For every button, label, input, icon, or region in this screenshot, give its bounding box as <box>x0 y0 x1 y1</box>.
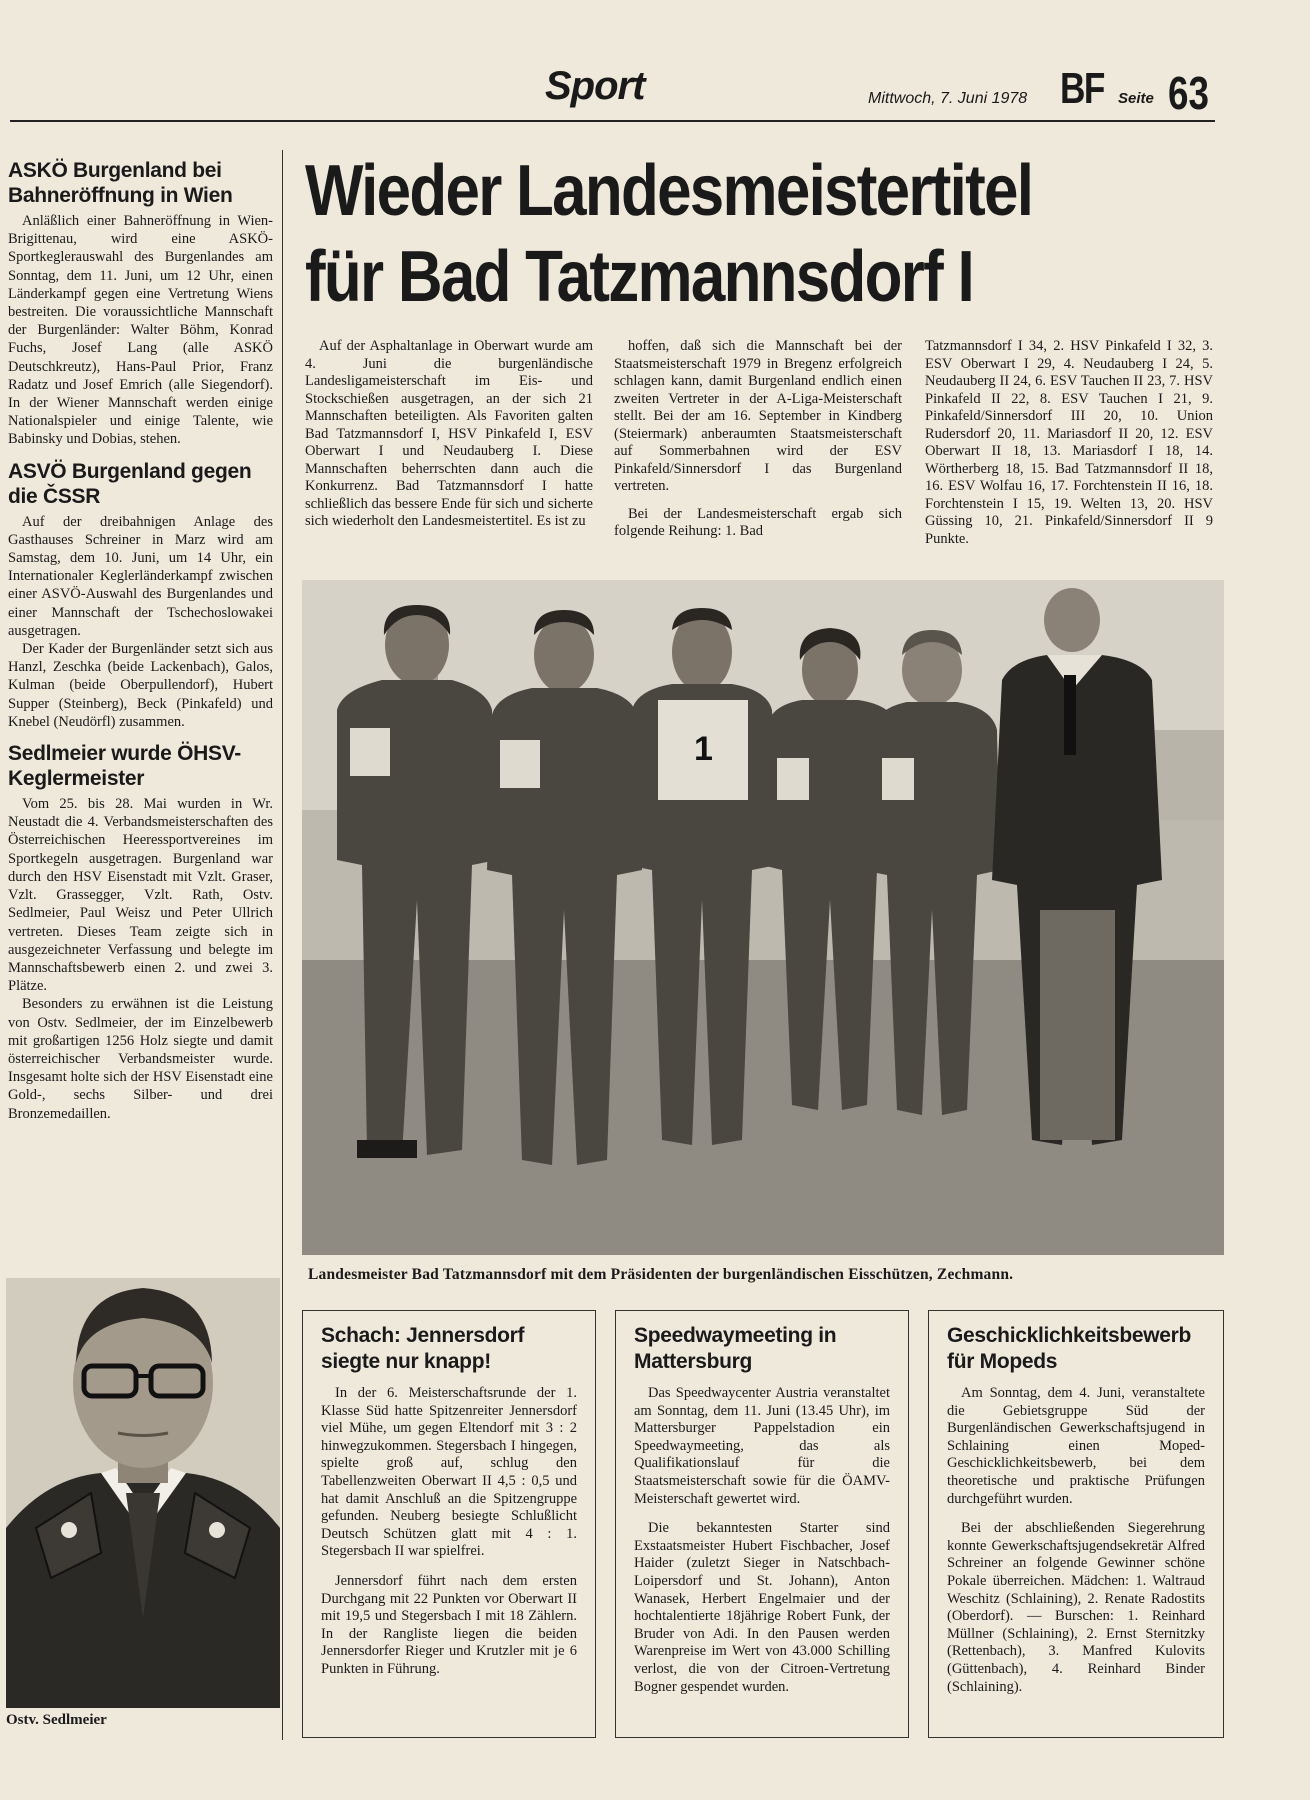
main-article-text-2b: Bei der Landesmeisterschaft ergab sich folgende Reihung: 1. Bad <box>614 505 902 539</box>
box-moped-text-2: Bei der abschließenden Siegerehrung konnte Gewerkschaftsjugendsekretär Alfred Schreiner an folgende Gewinner schöne Pokale überreichen. Mädchen: 1. Waltraud Weschitz (Schlaining), 2. Renate Radostits (Oberdorf). — Burschen: 1. Reinhard Müllner (Schlaining), 2. Ernst Sternitzky (Rettenbach), 3. Manfred Kulovits (Güttenbach), 4. Reinhard Binder (Schlaining). <box>947 1520 1205 1695</box>
article-text-sedlmeier-2: Besonders zu erwähnen ist die Leistung von Ostv. Sedlmeier, der im Einzelbewerb mit großartigen 1256 Holz siegte und damit österreichischer Verbandsmeister wurde. Insgesamt holte sich der HSV Eisenstadt eine Gold-, sechs Silber- und drei Bronzemedaillen. <box>8 996 273 1122</box>
box-moped-text-1: Am Sonntag, dem 4. Juni, veranstaltete die Gebietsgruppe Süd der Burgenländischen Gewerkschaftsjugend in Schlaining einen Moped-Geschicklichkeitsbewerb, bei dem theoretische und praktische Prüfungen durchgeführt wurden. <box>947 1385 1205 1507</box>
main-article-column-3 <box>925 338 1213 558</box>
main-headline <box>305 148 1079 320</box>
box-moped-title: Geschicklichkeitsbewerb für Mopeds <box>947 1324 1192 1373</box>
article-title-askoe: ASKÖ Burgenland bei Bahneröffnung in Wien <box>8 159 233 207</box>
main-article-text-1: Auf der Asphaltanlage in Oberwart wurde am 4. Juni die burgenländische Landesligameisterschaft im Eis- und Stockschießen ausgetragen, an der sich 21 Mannschaften beteiligten. Als Favoriten galten Bad Tatzmannsdorf I, HSV Pinkafeld I, ESV Oberwart I und Neudauberg I. Diese Mannschaften beherrschten dann auch die Konkurrenz. Bad Tatzmannsdorf I hatte schließlich das bessere Ende für sich und sicherte sich wiederholt den Landesmeistertitel. Es ist zu <box>305 338 593 529</box>
box-speedway-text-1: Das Speedwaycenter Austria veranstaltet am Sonntag, dem 11. Juni (13.45 Uhr), im Mattersburger Pappelstadion ein Speedwaymeeting, das als Qualifikationslauf für die Staatsmeisterschaft sowie für die ÖAMV-Meisterschaft gewertet wird. <box>634 1385 890 1507</box>
main-article-text-2a: hoffen, daß sich die Mannschaft bei der Staatsmeisterschaft 1979 in Bregenz erfolgreich schlagen kann, damit Burgenland endlich einen zweiten Vertreter in der A-Liga-Meisterschaft stellt. Bei der am 16. September in Kindberg (Steiermark) anberaumten Staatsmeisterschaft auf Sommerbahnen wird der ESV Pinkafeld/Sinnersdorf I das Burgenland vertreten. <box>614 338 902 494</box>
page-number: 63 <box>1168 67 1209 119</box>
box-chess <box>302 1310 596 1738</box>
header-rule <box>10 120 1215 122</box>
box-chess-title: Schach: Jennersdorf siegte nur knapp! <box>321 1324 525 1373</box>
article-text-asvoe-1: Auf der dreibahnigen Anlage des Gasthauses Schreiner in Marz wird am Samstag, dem 10. Juni, um 14 Uhr, ein Internationaler Keglerländerkampf zwischen einer ASVÖ-Auswahl des Burgenlandes und einer Mannschaft der Tschechoslowakei ausgetragen. <box>8 513 273 639</box>
section-title: Sport <box>545 64 645 108</box>
article-text-asvoe-2: Der Kader der Burgenländer setzt sich aus Hanzl, Zeschka (beide Lackenbach), Galos, Kulman (beide Oberpullendorf), Hubert Supper (Steinberg), Beck (Pinkafeld) und Knebel (Neudörfl) zusammen. <box>8 641 273 730</box>
box-moped <box>928 1310 1224 1738</box>
portrait-caption: Ostv. Sedlmeier <box>6 1712 107 1728</box>
svg-text:1: 1 <box>694 730 713 768</box>
article-text-askoe: Anläßlich einer Bahneröffnung in Wien-Brigittenau, wird eine ASKÖ-Sportkeglerauswahl des Burgenlandes am Sonntag, dem 11. Juni, um 12 Uhr, einen Länderkampf gegen eine Vertretung Wiens bestreiten. Die voraussichtliche Mannschaft der Burgenländer: Walter Böhm, Konrad Fuchs, Josef Lang (alle ASKÖ Deutschkreutz), Hans-Paul Prior, Franz Radatz und Josef Emrich (alle Siegendorf). In der Wiener Mannschaft werden einige Nationalspieler und einige Talente, wie Babinsky und Dobias, stehen. <box>8 213 273 448</box>
box-chess-text-1: In der 6. Meisterschaftsrunde der 1. Klasse Süd hatte Spitzenreiter Jennersdorf viel Mühe, um gegen Eltendorf mit 3 : 2 hinwegzukommen. Stegersbach I hingegen, spielte groß auf, schlug den Tabellenzweiten Oberwart II 4,5 : 0,5 und hat damit Anschluß an die Spitzengruppe gefunden. Neuberg besiegte Schlußlicht Deutsch Schützen glatt mit 4 : 1. Stegersbach II war spielfrei. <box>321 1385 577 1560</box>
box-speedway-text-2: Die bekanntesten Starter sind Exstaatsmeister Hubert Fischbacher, Josef Haider (zuletzt Sieger in Natschbach-Loipersdorf und St. Johann), Anton Wanasek, Herbert Engelmaier und der hochtalentierte 18jährige Robert Funk, der Bruder von Adi. In den Pausen werden Warenpreise im Wert von 43.000 Schilling verlost, die von der Citroen-Vertretung Bogner gespendet wurden. <box>634 1520 890 1695</box>
main-article-column-1 <box>305 338 593 541</box>
main-article-column-2 <box>614 338 902 551</box>
team-photo <box>302 580 1224 1255</box>
article-title-sedlmeier: Sedlmeier wurde ÖHSV-Keglermeister <box>8 742 241 791</box>
article-text-sedlmeier-1: Vom 25. bis 28. Mai wurden in Wr. Neustadt die 4. Verbandsmeisterschaften des Österreichischen Heeressportvereines im Sportkegeln ausgetragen. Burgenland war durch den HSV Eisenstadt mit Vzlt. Graser, Vzlt. Grassegger, Vzlt. Rath, Ostv. Sedlmeier, Paul Weisz und Peter Ullrich vertreten. Dieses Team zeigte sich in ausgezeichneter Verfassung und belegte im Mannschaftsbewerb einen 2. und zwei 3. Plätze. <box>8 796 273 995</box>
newspaper-logo: BF <box>1060 64 1104 113</box>
portrait-photo <box>6 1278 280 1708</box>
box-speedway-title: Speedwaymeeting in Mattersburg <box>634 1324 837 1373</box>
box-speedway <box>615 1310 909 1738</box>
page-label: Seite <box>1118 90 1154 107</box>
headline-line-2: für Bad Tatzmannsdorf I <box>305 237 973 317</box>
results-list: Tatzmannsdorf I 34, 2. HSV Pinkafeld I 32, 3. ESV Oberwart I 29, 4. Neudauberg I 24, 5. Neudauberg II 24, 6. ESV Tauchen II 23, 7. HSV Pinkafeld II 22, 8. ESV Tauchen I 21, 9. Pinkafeld/Sinnersdorf III 20, 10. Union Rudersdorf 20, 11. Mariasdorf II 20, 12. ESV Oberwart II 18, 13. Mariasdorf I 18, 14. Wörtherberg 18, 15. Bad Tatzmannsdorf II 18, 16. ESV Wolfau 16, 17. Forchtenstein II 16, 18. Forchtenstein I 15, 19. Welten 13, 20. HSV Güssing 10, 21. Pinkafeld/Sinnersdorf II 9 Punkte. <box>925 338 1213 547</box>
article-title-asvoe: ASVÖ Burgenland gegen die ČSSR <box>8 459 252 508</box>
issue-date: Mittwoch, 7. Juni 1978 <box>868 90 1028 107</box>
headline-line-1: Wieder Landesmeistertitel <box>305 151 1033 231</box>
box-chess-text-2: Jennersdorf führt nach dem ersten Durchgang mit 22 Punkten vor Oberwart II mit 19,5 und Stegersbach I mit 18 Zählern. In der Rangliste liegen die beiden Jennersdorfer Rieger und Krutzler mit je 6 Punkten in Führung. <box>321 1572 577 1677</box>
photo-caption: Landesmeister Bad Tatzmannsdorf mit dem Präsidenten der burgenländischen Eisschützen, Zechmann. <box>308 1266 1014 1283</box>
